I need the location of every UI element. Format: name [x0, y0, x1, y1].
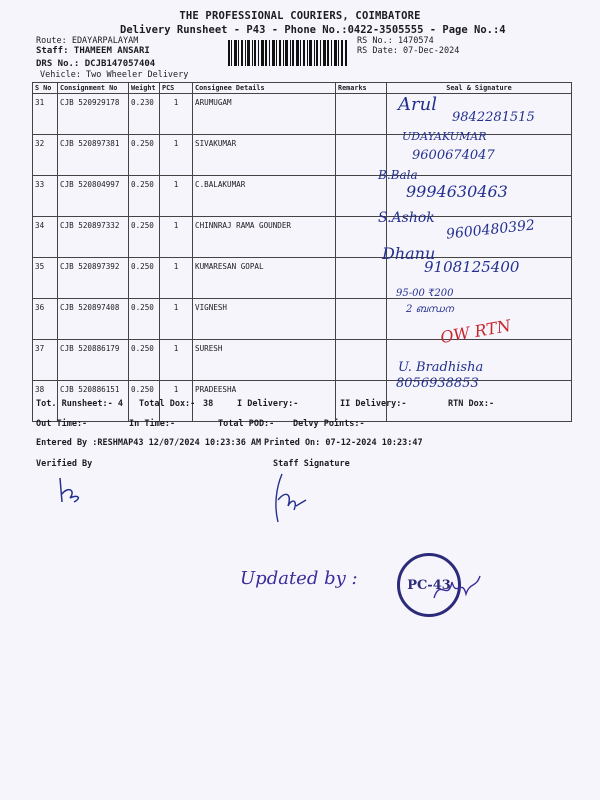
- handwritten-signature: UDAYAKUMAR: [402, 130, 487, 143]
- entered-by: Entered By :RESHMAP43 12/07/2024 10:23:36 AM: [36, 438, 262, 448]
- staff-signature: [262, 470, 322, 530]
- cell-sno: 32: [33, 135, 58, 176]
- cell-consignment: CJB 520886179: [58, 340, 129, 381]
- cell-consignment: CJB 520897381: [58, 135, 129, 176]
- handwritten-phone: 8056938853: [396, 376, 479, 391]
- cell-weight: 0.250: [129, 135, 160, 176]
- cell-consignment: CJB 520897408: [58, 299, 129, 340]
- cell-consignee: ARUMUGAM: [193, 94, 336, 135]
- delvy-points: Delvy Points:-: [293, 419, 365, 429]
- cell-pcs: 1: [160, 135, 193, 176]
- cell-pcs: 1: [160, 381, 193, 422]
- table-row: [33, 340, 572, 381]
- cell-consignee: CHINNRAJ RAMA GOUNDER: [193, 217, 336, 258]
- runsheet-line: Delivery Runsheet - P43 - Phone No.:0422-3505555 - Page No.:4: [120, 24, 506, 36]
- staff-label: Staff: THAMEEM ANSARI: [36, 46, 150, 56]
- cell-weight: 0.230: [129, 94, 160, 135]
- cell-consignment: CJB 520886151: [58, 381, 129, 422]
- cell-remarks: [336, 94, 387, 135]
- cell-consignment: CJB 520804997: [58, 176, 129, 217]
- cell-consignment: CJB 520897332: [58, 217, 129, 258]
- handwritten-phone: 9600480392: [445, 217, 536, 243]
- cell-sno: 35: [33, 258, 58, 299]
- cell-pcs: 1: [160, 176, 193, 217]
- cell-consignment: CJB 520929178: [58, 94, 129, 135]
- stamp-text: PC-43: [407, 577, 451, 593]
- table-header-row: [33, 83, 572, 94]
- cell-weight: 0.250: [129, 176, 160, 217]
- drs-label: DRS No.: DCJB147057404: [36, 59, 156, 69]
- cell-pcs: 1: [160, 299, 193, 340]
- cell-sno: 37: [33, 340, 58, 381]
- total-dox-label: Total Dox:-: [139, 399, 196, 409]
- cell-weight: 0.250: [129, 217, 160, 258]
- handwritten-signature: B.Bala: [378, 168, 418, 182]
- cell-consignee: PRADEESHA: [193, 381, 336, 422]
- rtn-dox: RTN Dox:-: [448, 399, 495, 409]
- cell-weight: 0.250: [129, 258, 160, 299]
- handwritten-phone: 9994630463: [406, 182, 508, 201]
- verified-by-label: Verified By: [36, 459, 93, 469]
- ii-delivery: II Delivery:-: [340, 399, 407, 409]
- handwritten-signature: S.Ashok: [378, 210, 435, 226]
- cell-weight: 0.250: [129, 299, 160, 340]
- updated-by-note: Updated by :: [240, 568, 358, 589]
- handwritten-signature: Dhanu: [382, 244, 436, 263]
- col-sno: S No: [33, 83, 58, 94]
- cell-consignee: VIGNESH: [193, 299, 336, 340]
- cell-sno: 36: [33, 299, 58, 340]
- company-title: THE PROFESSIONAL COURIERS, COIMBATORE: [179, 10, 421, 22]
- cell-pcs: 1: [160, 258, 193, 299]
- col-pcs: PCS: [160, 83, 193, 94]
- cell-pcs: 1: [160, 340, 193, 381]
- handwritten-red-note: OW RTN: [438, 315, 513, 348]
- cell-consignee: SIVAKUMAR: [193, 135, 336, 176]
- cell-remarks: [336, 340, 387, 381]
- cell-pcs: 1: [160, 217, 193, 258]
- col-remarks: Remarks: [336, 83, 387, 94]
- printed-on: Printed On: 07-12-2024 10:23:47: [264, 438, 423, 448]
- rs-no: RS No.: 1470574: [357, 36, 434, 46]
- handwritten-phone: 2 ബന്ധന: [406, 304, 454, 315]
- cell-pcs: 1: [160, 94, 193, 135]
- runsheet-table: [32, 82, 572, 422]
- handwritten-phone: 9842281515: [452, 110, 535, 125]
- verified-signature: [52, 472, 92, 512]
- handwritten-signature: 95-00 ₹200: [396, 288, 454, 299]
- handwritten-signature: Arul: [398, 94, 437, 115]
- cell-consignee: KUMARESAN GOPAL: [193, 258, 336, 299]
- cell-sno: 38: [33, 381, 58, 422]
- total-dox-value: 38: [203, 399, 214, 409]
- out-time: Out Time:-: [36, 419, 88, 429]
- handwritten-phone: 9600674047: [412, 148, 495, 163]
- i-delivery: I Delivery:-: [237, 399, 299, 409]
- handwritten-phone: 9108125400: [424, 258, 520, 276]
- cell-sno: 34: [33, 217, 58, 258]
- cell-remarks: [336, 299, 387, 340]
- cell-remarks: [336, 258, 387, 299]
- cell-sno: 33: [33, 176, 58, 217]
- col-consignment: Consignment No: [58, 83, 129, 94]
- cell-weight: 0.250: [129, 381, 160, 422]
- cell-consignment: CJB 520897392: [58, 258, 129, 299]
- tot-runsheet: Tot. Runsheet:- 4: [36, 399, 123, 409]
- stamp-scribble: [430, 568, 490, 608]
- cell-weight: 0.250: [129, 340, 160, 381]
- col-weight: Weight: [129, 83, 160, 94]
- staff-signature-label: Staff Signature: [273, 459, 350, 469]
- cell-sno: 31: [33, 94, 58, 135]
- col-consignee: Consignee Details: [193, 83, 336, 94]
- total-pod: Total POD:-: [218, 419, 275, 429]
- cell-consignee: C.BALAKUMAR: [193, 176, 336, 217]
- cell-consignee: SURESH: [193, 340, 336, 381]
- route-label: Route: EDAYARPALAYAM: [36, 36, 139, 46]
- handwritten-signature: U. Bradhisha: [398, 360, 484, 375]
- in-time: In Time:-: [129, 419, 176, 429]
- barcode: [228, 40, 348, 66]
- rs-date: RS Date: 07-Dec-2024: [357, 46, 460, 56]
- vehicle-label: Vehicle: Two Wheeler Delivery: [40, 70, 189, 80]
- col-seal: Seal & Signature: [387, 83, 572, 94]
